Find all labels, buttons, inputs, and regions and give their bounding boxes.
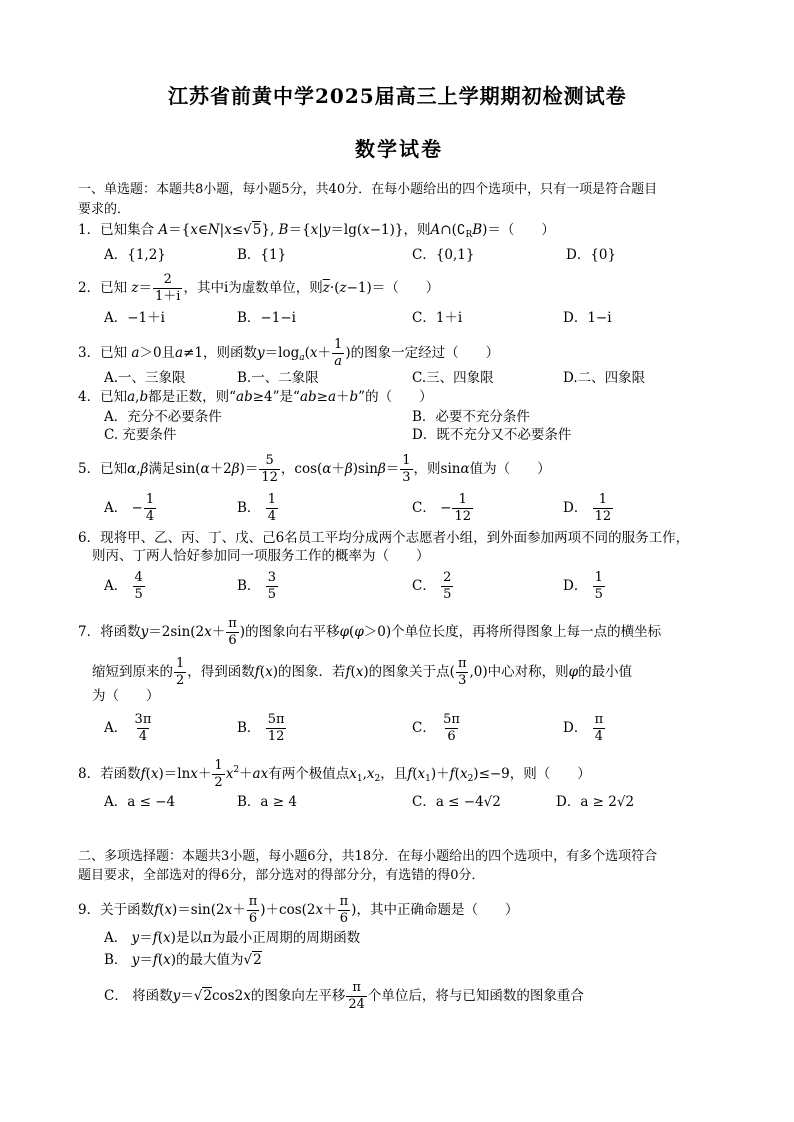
question-2 — [78, 272, 439, 305]
q7-text-e: ，得到函数 — [187, 664, 255, 680]
q9-option-c-label: C． — [104, 988, 128, 1004]
q3-formula: a＞0且a≠1 — [131, 345, 204, 361]
q3-text-b: ，则函数 — [203, 345, 258, 361]
q7-line2 — [92, 656, 632, 689]
section2-intro-line2: 题目要求，全部选对的得6分，部分选对的得部分分，有选错的得0分． — [78, 868, 485, 883]
q4-option-a[interactable]: A．充分不必要条件 — [104, 409, 222, 425]
page-subtitle: 数学试卷 — [355, 137, 443, 161]
q4-number: 4． — [78, 389, 101, 405]
q4-text-c: ”是“ — [272, 389, 300, 405]
q4-option-c[interactable]: C. 充要条件 — [104, 427, 177, 443]
q6-option-c[interactable]: C． $\frac{2}{5}$ — [412, 570, 452, 602]
q5-option-d[interactable]: D． $\frac{1}{12}$ — [563, 492, 612, 524]
q7-line3: 为（ ） — [92, 688, 160, 704]
q8-text-d: ，则（ ） — [509, 766, 591, 782]
q3-option-b[interactable]: B.一、二象限 — [237, 370, 319, 386]
q9-option-c-text-a: 将函数 — [132, 988, 173, 1004]
q3-option-d[interactable]: D.二、四象限 — [563, 370, 646, 386]
q9-opt-c-formula: y＝√2cos2x — [172, 988, 251, 1004]
q3-formula-2: $y=\log_a(x+$ $\frac{1}{a}$ ) — [257, 337, 351, 369]
q1-formula: A＝{x∈N|x≤√5}, B＝{x|y＝lg(x−1)} — [158, 222, 404, 238]
q8-option-a[interactable]: A．a ≤ −4 — [104, 794, 176, 810]
q5-text: 已知 — [100, 461, 128, 477]
q4-formula: ab≥4 — [236, 389, 273, 405]
q7-option-d-label: D． — [563, 720, 588, 736]
q7-option-a[interactable]: A． $\frac{3\pi}{4}$ — [104, 712, 152, 744]
q5-option-c-label: C． — [412, 500, 436, 516]
q1-text-c: ＝（ ） — [487, 222, 555, 238]
q7-option-a-label: A． — [104, 720, 128, 736]
q6-option-d-label: D． — [563, 578, 588, 594]
q7-fx: f(x) — [254, 664, 278, 680]
question-9 — [78, 894, 518, 927]
q9-opt-c-frac: $\frac{\pi}{24}$ — [348, 980, 365, 1012]
q3-text: 已知 — [100, 345, 128, 361]
question-4 — [78, 387, 433, 407]
q1-option-d[interactable]: D．{0} — [566, 247, 617, 263]
q6-option-a-label: A． — [104, 578, 128, 594]
q3-option-a[interactable]: A.一、三象限 — [104, 370, 186, 386]
q8-text: 若函数 — [100, 766, 141, 782]
q5-text-d: ，则 — [413, 461, 441, 477]
q7-text: 将函数 — [100, 624, 141, 640]
q5-number: 5． — [78, 461, 101, 477]
q3-option-c[interactable]: C.三、四象限 — [412, 370, 494, 386]
q9-option-a-text: 是以π为最小正周期的周期函数 — [175, 930, 361, 946]
q9-text-b: ，其中正确命题是（ ） — [356, 902, 519, 918]
q7-option-b[interactable]: B． $\frac{5\pi}{12}$ — [237, 712, 285, 744]
q2-formula-2: $\overline{z}\cdot(z-1)$ — [322, 280, 372, 296]
q7-text-c: 个单位长度，再将所得图象上每一点的横坐标 — [391, 624, 662, 640]
q2-option-c[interactable]: C．1＋i — [412, 310, 463, 326]
q8-text-b: 有两个极值点 — [268, 766, 350, 782]
q2-option-a[interactable]: A．−1＋i — [104, 310, 165, 326]
q5-vars: α,β — [127, 461, 149, 477]
q7-option-b-label: B． — [237, 720, 261, 736]
q9-number: 9． — [78, 902, 101, 918]
q9-opt-b-formula: y＝f(x) — [131, 952, 177, 968]
q6-number: 6． — [78, 530, 101, 546]
q9-option-b-text: 的最大值为 — [176, 952, 244, 968]
q9-option-b[interactable] — [104, 950, 262, 970]
q7-formula: y＝2sin(2x＋ $\frac{\pi}{6}$ ) — [140, 616, 246, 648]
q5-option-c[interactable]: C． − $\frac{1}{12}$ — [412, 492, 471, 524]
q5-option-b[interactable]: B． $\frac{1}{4}$ — [237, 492, 276, 524]
q8-number: 8． — [78, 766, 101, 782]
question-1 — [78, 220, 555, 245]
q4-text-b: 都是正数，则“ — [148, 389, 237, 405]
q8-points: $x_1,x_2$ — [349, 766, 381, 784]
q4-formula-vars: a,b — [127, 389, 149, 405]
q1-option-c[interactable]: C．{0,1} — [412, 247, 475, 263]
q5-text-e: 值为（ ） — [469, 461, 551, 477]
q7-fx-2: f(x) — [345, 664, 369, 680]
q5-formula: sin(α＋2β)＝ $\frac{5}{12}$ — [175, 453, 278, 485]
q9-option-c-text-c: 个单位后，将与已知函数的图象重合 — [367, 988, 584, 1004]
section1-intro-line2: 要求的． — [78, 202, 131, 217]
q7-phi: φ — [568, 664, 579, 680]
q1-text-b: ，则 — [403, 222, 431, 238]
q1-formula-2: $A\cap(∁_RB)$ — [430, 222, 488, 240]
q5-text-b: 满足 — [148, 461, 176, 477]
question-8 — [78, 758, 591, 791]
q7-text-i: 的最小值 — [578, 664, 633, 680]
q5-option-d-label: D． — [563, 500, 588, 516]
q2-text-c: ＝（ ） — [371, 280, 440, 296]
q9-option-c[interactable] — [104, 980, 584, 1013]
q6-line1: 现将甲、乙、丙、丁、戊、己6名员工平均分成两个志愿者小组，到外面参加两项不同的服务工作， — [100, 530, 690, 546]
q8-text-c: ，且 — [380, 766, 408, 782]
q6-line2: 则丙、丁两人恰好参加同一项服务工作的概率为（ ） — [92, 548, 430, 564]
question-7 — [78, 616, 661, 649]
q7-point: ( $\frac{\pi}{3}$ ,0) — [449, 656, 488, 688]
q8-formula: f(x)＝lnx＋ $\frac{1}{2}$ $x^2+ax$ — [140, 758, 269, 790]
q5-formula-3: sinα — [440, 461, 470, 477]
q6-option-d[interactable]: D． $\frac{1}{5}$ — [563, 570, 603, 602]
q2-option-d[interactable]: D．1−i — [563, 310, 612, 326]
q7-number: 7． — [78, 624, 101, 640]
q1-number: 1． — [78, 222, 101, 238]
question-3 — [78, 337, 499, 370]
q6-option-a[interactable]: A． $\frac{4}{5}$ — [104, 570, 143, 602]
section1-intro-line1: 一、单选题：本题共8小题，每小题5分，共40分．在每小题给出的四个选项中，只有一项是符合题目 — [78, 182, 658, 197]
q2-number: 2． — [78, 280, 101, 296]
q9-option-a-label: A． — [104, 930, 128, 946]
q7-text-f: 的图象．若 — [277, 664, 346, 680]
q4-formula-2: ab≥a＋b — [299, 389, 359, 405]
q1-option-b[interactable]: B．{1} — [237, 247, 287, 263]
q7-option-d[interactable]: D． $\frac{\pi}{4}$ — [563, 712, 604, 744]
q9-opt-b-value: √2 — [243, 952, 262, 968]
q8-option-c[interactable]: C．a ≤ −4√2 — [412, 794, 501, 810]
q7-half: $\frac{1}{2}$ — [176, 656, 185, 688]
q2-formula: z＝ $\frac{2}{1+i}$ — [131, 272, 181, 304]
q1-text: 已知集合 — [100, 222, 155, 238]
section2-intro-line1: 二、多项选择题：本题共3小题，每小题6分，共18分．在每小题给出的四个选项中，有多个选项符合 — [78, 849, 658, 864]
q7-formula-2: φ(φ＞0) — [339, 624, 392, 640]
question-5 — [78, 453, 551, 486]
q9-formula: f(x)＝sin(2x＋ $\frac{\pi}{6}$ )＋cos(2x＋ $\frac{\pi}{6}$ ) — [154, 894, 357, 926]
question-6 — [78, 528, 689, 548]
q7-option-c-label: C． — [412, 720, 436, 736]
q7-text-d: 缩短到原来的 — [92, 664, 173, 680]
q2-text-b: ，其中i为虚数单位，则 — [183, 280, 323, 296]
q5-formula-2: cos(α＋β)sinβ＝ $\frac{1}{3}$ — [294, 453, 411, 485]
q8-option-b[interactable]: B．a ≥ 4 — [237, 794, 297, 810]
q8-formula-2: $f(x_1)+f(x_2)\le-9$ — [407, 766, 510, 784]
q6-option-b[interactable]: B． $\frac{3}{5}$ — [237, 570, 276, 602]
q5-option-a[interactable]: A． − $\frac{1}{4}$ — [104, 492, 155, 524]
q9-option-b-label: B． — [104, 952, 128, 968]
q6-option-c-label: C． — [412, 578, 436, 594]
q7-text-h: 中心对称，则 — [487, 664, 569, 680]
q1-option-a[interactable]: A．{1,2} — [104, 247, 166, 263]
q3-number: 3． — [78, 345, 101, 361]
q9-opt-a-formula: y＝f(x) — [131, 930, 176, 946]
q9-option-c-text-b: 的图象向左平移 — [250, 988, 346, 1004]
q7-text-g: 的图象关于点 — [368, 664, 450, 680]
q5-text-c: ， — [280, 461, 295, 477]
q4-text-d: ”的（ ） — [358, 389, 433, 405]
q8-option-d[interactable]: D．a ≥ 2√2 — [556, 794, 635, 810]
q7-text-b: 的图象向右平移 — [245, 624, 340, 640]
q7-option-c[interactable]: C． $\frac{5\pi}{6}$ — [412, 712, 460, 744]
page-title: 江苏省前黄中学2025届高三上学期期初检测试卷 — [168, 84, 627, 108]
q5-option-b-label: B． — [237, 500, 261, 516]
q2-text: 已知 — [100, 280, 128, 296]
q3-text-c: 的图象一定经过（ ） — [350, 345, 500, 361]
q6-option-b-label: B． — [237, 578, 261, 594]
q2-option-b[interactable]: B．−1−i — [237, 310, 296, 326]
q4-option-d[interactable]: D．既不充分又不必要条件 — [412, 427, 572, 443]
q9-option-a[interactable] — [104, 928, 360, 948]
q4-text: 已知 — [100, 389, 128, 405]
q9-text: 关于函数 — [100, 902, 155, 918]
q4-option-b[interactable]: B．必要不充分条件 — [412, 409, 530, 425]
q5-option-a-label: A． — [104, 500, 128, 516]
